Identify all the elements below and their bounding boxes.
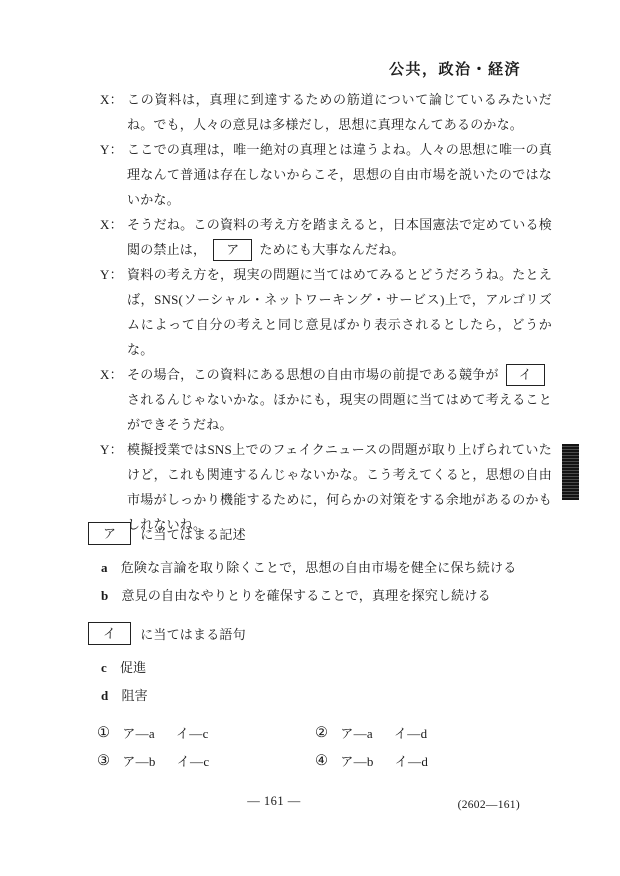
answer-choice-4 — [315, 750, 527, 773]
question-a-section — [88, 522, 550, 610]
dialogue-entry — [100, 87, 552, 137]
option-key: c — [101, 660, 107, 675]
footer-code: (2602—161) — [457, 799, 520, 811]
speaker-label: X： — [100, 92, 123, 107]
choice-pair: ア―a — [122, 726, 155, 741]
choice-pair: イ―c — [175, 726, 209, 741]
choice-number: ② — [315, 725, 329, 741]
question-b-section — [88, 622, 550, 710]
option-c — [88, 654, 550, 682]
dialogue-entry — [100, 362, 552, 437]
answer-choice-2 — [315, 722, 527, 745]
option-a — [88, 554, 550, 582]
choice-number: ① — [97, 725, 111, 741]
question-b-header — [88, 622, 550, 645]
option-key: a — [101, 560, 108, 575]
dialogue-entry — [100, 137, 552, 212]
choice-number: ④ — [315, 753, 329, 769]
subject-title: 公共，政治・経済 — [388, 62, 521, 78]
speaker-label: X： — [100, 367, 123, 382]
choice-pair: ア―b — [340, 754, 374, 769]
question-a-label: に当てはまる記述 — [140, 527, 246, 542]
speaker-label: Y： — [100, 442, 123, 457]
dialogue-text: 模擬授業ではSNS上でのフェイクニュースの問題が取り上げられていたけど，これも関連するんじゃないかな。こう考えてくると，思想の自由市場がしっかり機能するために，何らかの対策をする余地があるのかもしれないね。 — [127, 442, 552, 532]
option-text: 意見の自由なやりとりを確保することで，真理を探究し続ける — [121, 588, 491, 603]
answer-choice-1 — [97, 722, 315, 745]
dialogue-entry — [100, 212, 552, 262]
dialogue-text: ためにも大事なんだね。 — [259, 242, 405, 257]
option-b — [88, 582, 550, 610]
choice-pair: ア―b — [122, 754, 156, 769]
choice-pair: イ―d — [393, 726, 428, 741]
page-number: — 161 — — [247, 794, 301, 808]
question-b-label: に当てはまる語句 — [140, 627, 246, 642]
choice-pair: イ―d — [394, 754, 429, 769]
option-key: d — [101, 688, 109, 703]
dialogue-text: されるんじゃないかな。ほかにも，現実の問題に当てはめて考えることができそうだね。 — [127, 392, 552, 432]
speaker-label: X： — [100, 217, 123, 232]
dialogue-text: ここでの真理は，唯一絶対の真理とは違うよね。人々の思想に唯一の真理なんて普通は存在しないからこそ，思想の自由市場を説いたのではないかな。 — [127, 142, 552, 207]
option-d — [88, 682, 550, 710]
page-header — [389, 58, 521, 79]
option-key: b — [101, 588, 109, 603]
blank-box-a-inline: ア — [213, 239, 252, 261]
dialogue-text: そうだね。この資料の考え方を踏まえると，日本国憲法で定めている検閲の禁止は， — [127, 217, 552, 257]
question-b-options — [88, 654, 550, 710]
choice-pair: イ―c — [176, 754, 210, 769]
blank-box-i-inline: イ — [506, 364, 545, 386]
dialogue-text: その場合，この資料にある思想の自由市場の前提である競争が — [127, 367, 499, 382]
speaker-label: Y： — [100, 142, 123, 157]
blank-box-a-label: ア — [88, 522, 131, 545]
question-a-header — [88, 522, 550, 545]
choice-number: ③ — [97, 753, 111, 769]
dialogue-text: 資料の考え方を，現実の問題に当てはめてみるとどうだろうね。たとえば，SNS(ソーシャル・ネットワーキング・サービス)上で，アルゴリズムによって自分の考えと同じ意見ばかり表示されるとしたら，どうかな。 — [127, 267, 552, 357]
answer-choice-3 — [97, 750, 315, 773]
blank-box-i-label: イ — [88, 622, 131, 645]
dialogue-entry — [100, 262, 552, 362]
option-text: 促進 — [119, 660, 147, 675]
page-edge-marker — [562, 444, 579, 500]
dialogue-text: この資料は，真理に到達するための筋道について論じているみたいだね。でも，人々の意見は多様だし，思想に真理なんてあるのかな。 — [127, 92, 552, 132]
question-a-options — [88, 554, 550, 610]
speaker-label: Y： — [100, 267, 123, 282]
answer-choices — [97, 722, 527, 773]
dialogue-section — [100, 87, 552, 537]
choice-pair: ア―a — [340, 726, 373, 741]
option-text: 危険な言論を取り除くことで，思想の自由市場を健全に保ち続ける — [120, 560, 517, 575]
option-text: 阻害 — [121, 688, 148, 703]
